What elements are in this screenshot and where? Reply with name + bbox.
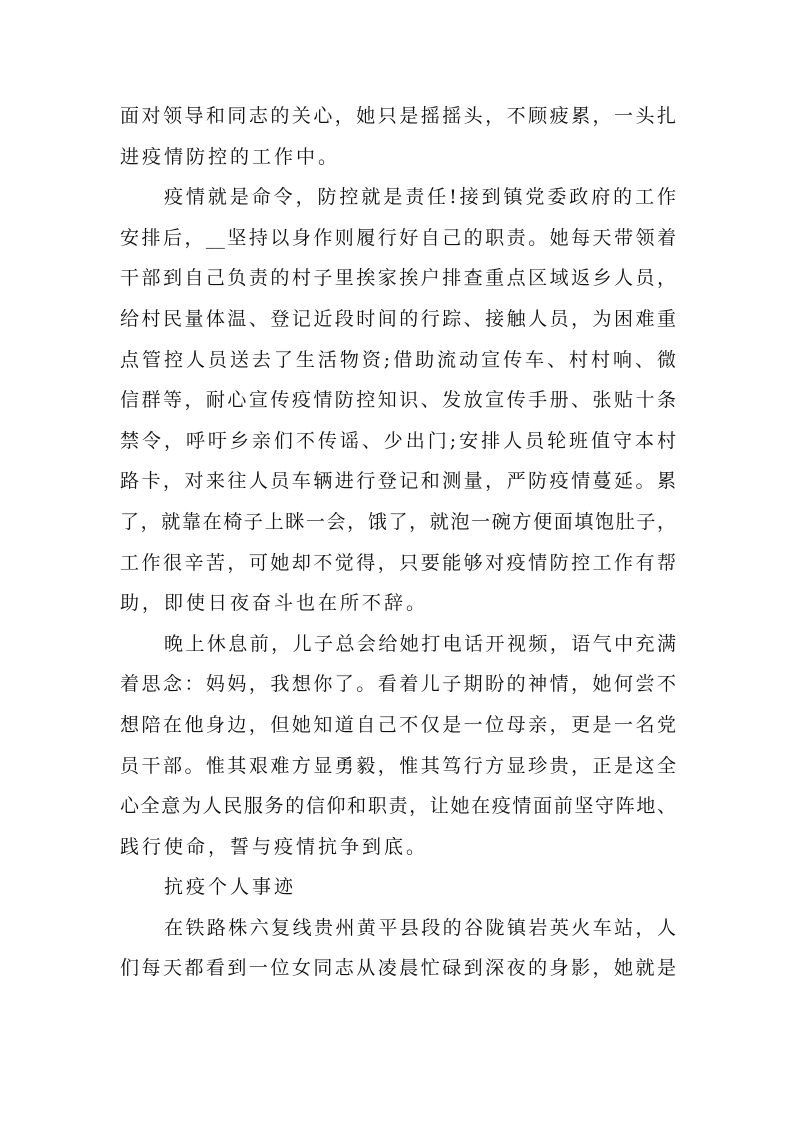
text-line: [120, 421, 676, 462]
text-line: [120, 664, 676, 705]
text-line: [120, 908, 676, 949]
text-line: [120, 786, 676, 827]
text-line-content: 工作很辛苦，可她却不觉得，只要能够对疫情防控工作有帮: [120, 551, 676, 574]
text-line-content: 安排后，__坚持以身作则履行好自己的职责。她每天带领着: [120, 226, 676, 249]
text-line: [120, 218, 676, 259]
text-line-content: 给村民量体温、登记近段时间的行踪、接触人员，为困难重: [120, 307, 676, 330]
text-line-content: 员干部。惟其艰难方显勇毅，惟其笃行方显珍贵，正是这全: [120, 754, 676, 777]
text-line: [120, 746, 676, 787]
text-line-content: 点管控人员送去了生活物资;借助流动宣传车、村村响、微: [120, 348, 676, 371]
text-line: [120, 867, 676, 908]
text-line-content: 在铁路株六复线贵州黄平县段的谷陇镇岩英火车站，人: [164, 916, 676, 939]
text-line-content: 面对领导和同志的关心，她只是摇摇头，不顾疲累，一头扎: [120, 105, 676, 127]
text-line-content: 路卡，对来往人员车辆进行登记和测量，严防疫情蔓延。累: [120, 470, 676, 493]
text-line-content: 干部到自己负责的村子里挨家挨户排查重点区域返乡人员，: [120, 267, 676, 290]
text-line: [120, 461, 676, 502]
text-line-content: 助，即使日夜奋斗也在所不辞。: [120, 592, 429, 615]
text-line-content: 晚上休息前，儿子总会给她打电话开视频，语气中充满: [164, 632, 676, 655]
text-line-content: 们每天都看到一位女同志从凌晨忙碌到深夜的身影，她就是: [120, 957, 676, 980]
text-line-content: 抗疫个人事迹: [164, 876, 297, 899]
text-line-content: 禁令，呼吁乡亲们不传谣、少出门;安排人员轮班值守本村: [120, 429, 676, 452]
text-line-content: 践行使命，誓与疫情抗争到底。: [120, 835, 429, 858]
text-line-content: 了，就靠在椅子上眯一会，饿了，就泡一碗方便面填饱肚子，: [120, 510, 676, 533]
text-line-content: 信群等，耐心宣传疫情防控知识、发放宣传手册、张贴十条: [120, 389, 676, 412]
text-line: [120, 96, 676, 137]
text-line: [120, 299, 676, 340]
text-line-content: 心全意为人民服务的信仰和职责，让她在疫情面前坚守阵地、: [120, 795, 676, 818]
body-text: [120, 96, 676, 989]
text-line-content: 想陪在他身边，但她知道自己不仅是一位母亲，更是一名党: [120, 713, 676, 736]
text-line: [120, 340, 676, 381]
text-line: [120, 583, 676, 624]
text-line: [120, 502, 676, 543]
text-line: [120, 177, 676, 218]
text-line-content: 疫情就是命令，防控就是责任!接到镇党委政府的工作: [164, 186, 676, 209]
text-line: [120, 258, 676, 299]
text-line-content: 进疫情防控的工作中。: [120, 145, 341, 168]
text-line: [120, 705, 676, 746]
text-line: [120, 827, 676, 868]
text-line: [120, 543, 676, 584]
text-line: [120, 948, 676, 989]
text-line: [120, 137, 676, 178]
text-line: [120, 380, 676, 421]
text-line: [120, 624, 676, 665]
text-line-content: 着思念：妈妈，我想你了。看着儿子期盼的神情，她何尝不: [120, 673, 676, 696]
